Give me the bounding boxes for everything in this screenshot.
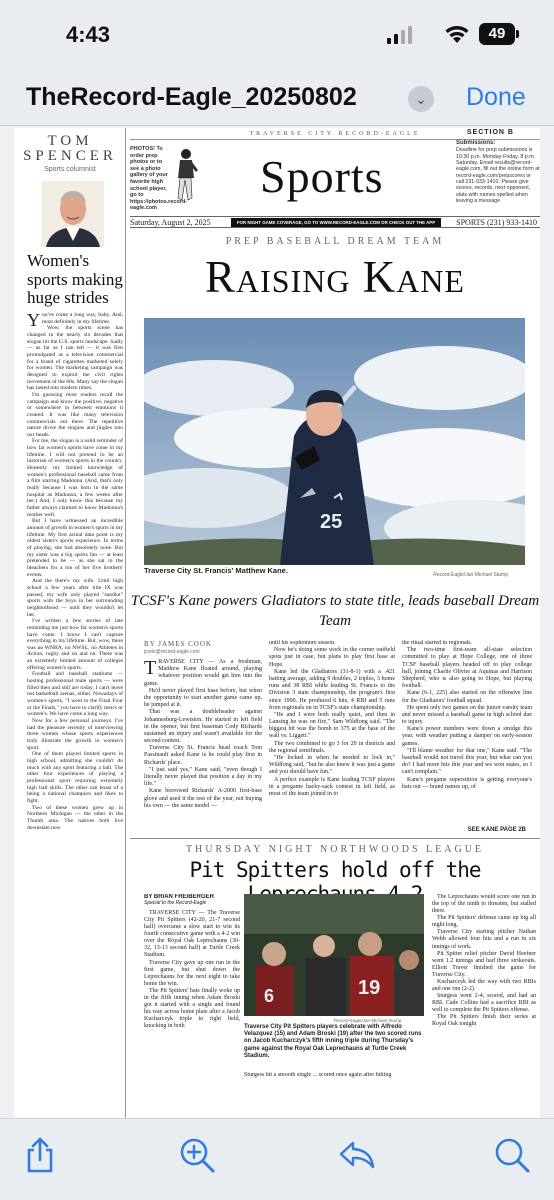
kane-deck: TCSF's Kane powers Gladiators to state title, leads baseball Dream Team — [130, 593, 540, 629]
svg-text:6: 6 — [264, 986, 275, 1006]
section-title: Sports — [260, 151, 384, 202]
kane-jump-link[interactable]: SEE KANE PAGE 2B — [467, 827, 526, 833]
kane-column-2: until his sophomore season. Now he's doing some work in the corner outfield spots just in case, but plans to play first base at Hope. Kane led the Gladiators (31-8-1) with a .421 batting average, adding 9 doubles, 2 triples, 3 home runs and 38 RBI while leading St. Francis to the Division 3 state championship, the program's first since 1990. He produced 6 hits, 4 RBI and 5 runs from regionals on in TCSF's state championship. "He and I were both really quiet, and then in Lansing he was on fire," Sam Wildfong said. "The biggest hit was the bomb to 375 at the base of the wall vs. Liggett." The two combined to go 3 for 20 in districts and the regional semifinals. "He locked in when he needed to lock in," Wildfong said, "but he also knew it was just a game and you should have fun." A perfect example is Kane leading TCSF players in a pregame hacky-sack contest in left field, as most of the team joined in to — [269, 640, 395, 797]
column-drop-cap: Y — [27, 312, 40, 330]
sports-section — [130, 128, 540, 1118]
kane-headline: Raising Kane — [205, 252, 465, 302]
share-icon[interactable] — [20, 1135, 60, 1175]
kane-column-1: BY JAMES COOK jcook@record-eagle.com TRAVERSE CITY — As a freshman, Matthew Kane floated around, playing whatever position would get him into the game. He'd never played first base before, but when the opportunity to start another game came up, he jumped at it. That was a doubleheader against Johannesburg-Lewiston. He started in left field in the opener, but first baseman Cody Richards sustained an injury and wasn't available for the second contest. Traverse City St. Francis head coach Tom Passinault asked Kane is he could play first in Richards' place. "I just said yes," Kane said, "even though I literally never played that position a day in my life." Kane borrowed Richards' A-2000 first-base glove and used it the rest of the year, not buying his own — the same model — — [144, 640, 262, 809]
kane-article — [144, 640, 532, 834]
sports-phone: SPORTS (231) 933-1410 — [456, 218, 537, 227]
pit-under-photo-text: Sturgess hit a smooth single ... scored once again after hitting — [244, 1072, 392, 1078]
columnist-photo — [42, 181, 104, 247]
svg-text:25: 25 — [320, 511, 343, 533]
columnist-last-name: SPENCER — [23, 148, 117, 164]
kane-kicker: PREP BASEBALL DREAM TEAM — [225, 236, 445, 247]
paper-name: TRAVERSE CITY RECORD-EAGLE — [130, 128, 540, 140]
kane-photo — [144, 318, 525, 565]
cellular-signal-icon — [387, 26, 413, 44]
issue-date: Saturday, August 2, 2025 — [130, 218, 211, 227]
kane-photo-caption: Traverse City St. Francis' Matthew Kane. — [144, 566, 288, 575]
reply-icon[interactable] — [337, 1135, 377, 1175]
pit-kicker: THURSDAY NIGHT NORTHWOODS LEAGUE — [185, 844, 485, 855]
status-bar — [0, 0, 554, 70]
kane-email[interactable]: jcook@record-eagle.com — [144, 649, 200, 655]
chevron-down-icon[interactable]: ⌄ — [408, 86, 434, 112]
columnist-column — [14, 128, 126, 1118]
battery-icon: 49 — [479, 23, 515, 45]
columnist-first-name: TOM — [47, 133, 93, 149]
bottom-toolbar — [0, 1118, 554, 1200]
document-title-bar — [0, 70, 554, 126]
zoom-in-icon[interactable] — [177, 1135, 217, 1175]
date-bar — [130, 216, 540, 228]
pit-headline: Pit Spitters hold off the — [189, 858, 481, 882]
pit-special: Special to the Record-Eagle — [144, 900, 207, 906]
kane-column-3: the ritual started in regionals. The two-time first-team all-state selection committed to play at Hope College, one of three TCSF baseball players headed off to play college ball, joining Charlie Olivier at Aquinas and Harrison Shepherd, who is also going to Hope, but playing football. Kane (6-1, 225) also started on the offensive line for the Gladiators' football squad. He spent only two games on the junior varsity team and never missed a baseball game in high school due to injury. Kane's power numbers were down a smidge this year, with weather putting a damper on early-season games. "I'll blame weather for that one," Kane said. "The baseball would not travel this year, but what can you do? I had more hits this year and we won states, so I can't complain." Kane's pregame superstition is getting everyone's bats out — brand names up, of — [402, 640, 532, 790]
section-label: SECTION B — [466, 129, 514, 136]
submissions-box: Submissions: Deadline for prep submissions is 10:30 p.m. Monday-Friday, 8 p.m. Saturday. Email results@record-eagle.com, fill out the online form at record-eagle.com/prepscores or call 231-933-1410. Please give scores, records, next opponent, stats with names spelled when leaving a message — [456, 140, 540, 204]
pit-photo-caption: Traverse City Pit Spitters players celebrate with Alfredo Velazquez (15) and Adam Broski (19) after the two scored runs on Jacob Kucharczyk's fifth inning triple during Thursday's game against the Royal Oak Leprechauns at Turtle Creek Stadium. — [244, 1024, 422, 1059]
coverage-banner: FOR NIGHT GAME COVERAGE, GO TO WWW.RECORD-EAGLE.COM OR CHECK OUT THE APP — [231, 218, 441, 227]
pit-column-3: The Leprechauns would score one run in the top of the ninth to threaten, but stalled there. The Pit Spitters' defense came up big all night long. Traverse City starting pitcher Nathan Webb allowed four hits and a run in six innings of work. Pit Spitter relief pitcher David Heefner went 1.2 innings and had three strikeouts. Elliott Traver finished the game for Traverse City. Kucharczyk led the way with two RBIs and one run (2-2). Sturgess went 2-4, scored, and had an RBI. Cade Collins had a sacrifice RBI as well to complete the Pit Spitters offense. The Pit Spitters finish their series at Royal Oak tonight — [432, 894, 536, 1028]
pit-photo-credit: Record-Eagle/Jan-Michael Stump — [334, 1018, 402, 1023]
football-player-icon — [172, 148, 199, 204]
pit-spitters-photo — [244, 894, 424, 1016]
done-button[interactable]: Done — [466, 83, 526, 111]
kane-author: BY JAMES COOK — [144, 640, 212, 648]
document-title[interactable]: TheRecord-Eagle_20250802 — [26, 83, 357, 111]
wifi-icon — [444, 24, 470, 44]
svg-text:19: 19 — [358, 977, 381, 999]
pit-author: BY BRIAN FREIBERGER — [144, 894, 214, 900]
pit-column-1: BY BRIAN FREIBERGER Special to the Record-Eagle TRAVERSE CITY — The Traverse City Pit Spitters (42-20, 21-7 second half) overcame a slow start to win its fourth consecutive game with a 4-2 win over the Royal Oak Leprechauns (30-32, 13-13 second half) at Turtle Creek Stadium. Traverse City gave up one run in the first game, but shut down the Leprechauns for the next eight to take home the win. The Pit Spitters' bats finally woke up in the fifth inning when Adam Broski got it started with a single and found his way across home plate after a Jacob Kucharczyk triple to right field, knocking in both — [144, 894, 240, 1030]
kane-photo-credit: Record-Eagle/Jan-Michael Stump — [433, 572, 508, 578]
column-body: You've come a long way, baby. And, most definitely in my lifetime. Wow, the sports scene has changed in the nearly six decades that slogan hit the U.S. sports landscape. Sadly — as far as I can tell — it was first promulgated as a television commercial for a brand of cigarettes marketed solely for women. The marketing campaign was designed to exploit the civil rights movement of the 60s. Many say the slogan has lasted into modern times. I'm guessing most readers recall the campaign and know the positive, negative or somewhere in between emotions it created. It was like many television commercials out there. The repetitive nature drove the slogans and jingles into our heads. For me, the slogan is a solid reminder of how far women's sports have come in my lifetime. I will not pretend to be an historian of women's sports in the country. Honestly my limited knowledge of women's professional baseball came from a film starring Madonna. (And, that's only really because I was born in the same hospital as Madonna, a few weeks after her.) And, I only know this because my father always claimed to know Madonna's mother well. But I have witnessed an incredible amount of growth in women's sports in my lifetime. My first actual data point is my oldest sister's sports experience. In terms of playing, she had absolutely none. But my sister was a big sports fan — at least pretended to be — as she sat in the bleachers for a ton of her five brothers' events. And the there's my wife. Until high school a few years after title IX was passed, my wife only played "sandlot" sports with the boys in her surrounding neighborhood — until they wouldn't let her. I've written a few stories of late reminding me just how far women's sports have come. I know I can't capture everything in my lifetime. But, wow, there was no WNBA, no NWSL, no Athletes in Action, rugby and on and on. There was an extremely limited amount of colleges offering women's sports. Football and baseball stadiums — hosting professional male sports — were filled then and still are today. I can't leave out basketball arenas, either. Nowadays of women's sports, "I went to the Final Four or the Finals," you have to clarify men's or women's. We have come a long way. Now for a few personal journeys. I've had the pleasure recently of interviewing three women whose sports experiences truly illustrate the growth in women's sport. One of them played limited sports in high school, admitting she couldn't do much with any sport featuring a ball. The other four experiences of playing a professional sport requiring extremely high ball skills. The other can boast of a being a national champion and likes to fight. Two of these women grew up in Northern Michigan — the other in the Thumb area. The natives both live downstate now — [27, 312, 123, 831]
status-time: 4:43 — [66, 22, 111, 47]
kane-drop-cap: T — [144, 657, 157, 679]
search-icon[interactable] — [492, 1135, 532, 1175]
column-headline: Women's sports making huge strides — [27, 251, 123, 308]
newspaper-page[interactable] — [14, 128, 540, 1118]
columnist-role: Sports columnist — [44, 166, 96, 173]
section-divider — [130, 838, 540, 839]
photos-promo: PHOTOS! To order prep photos or to see a photo gallery of your favorite high school player, go to https://photos.record-eagle.com — [130, 146, 188, 212]
